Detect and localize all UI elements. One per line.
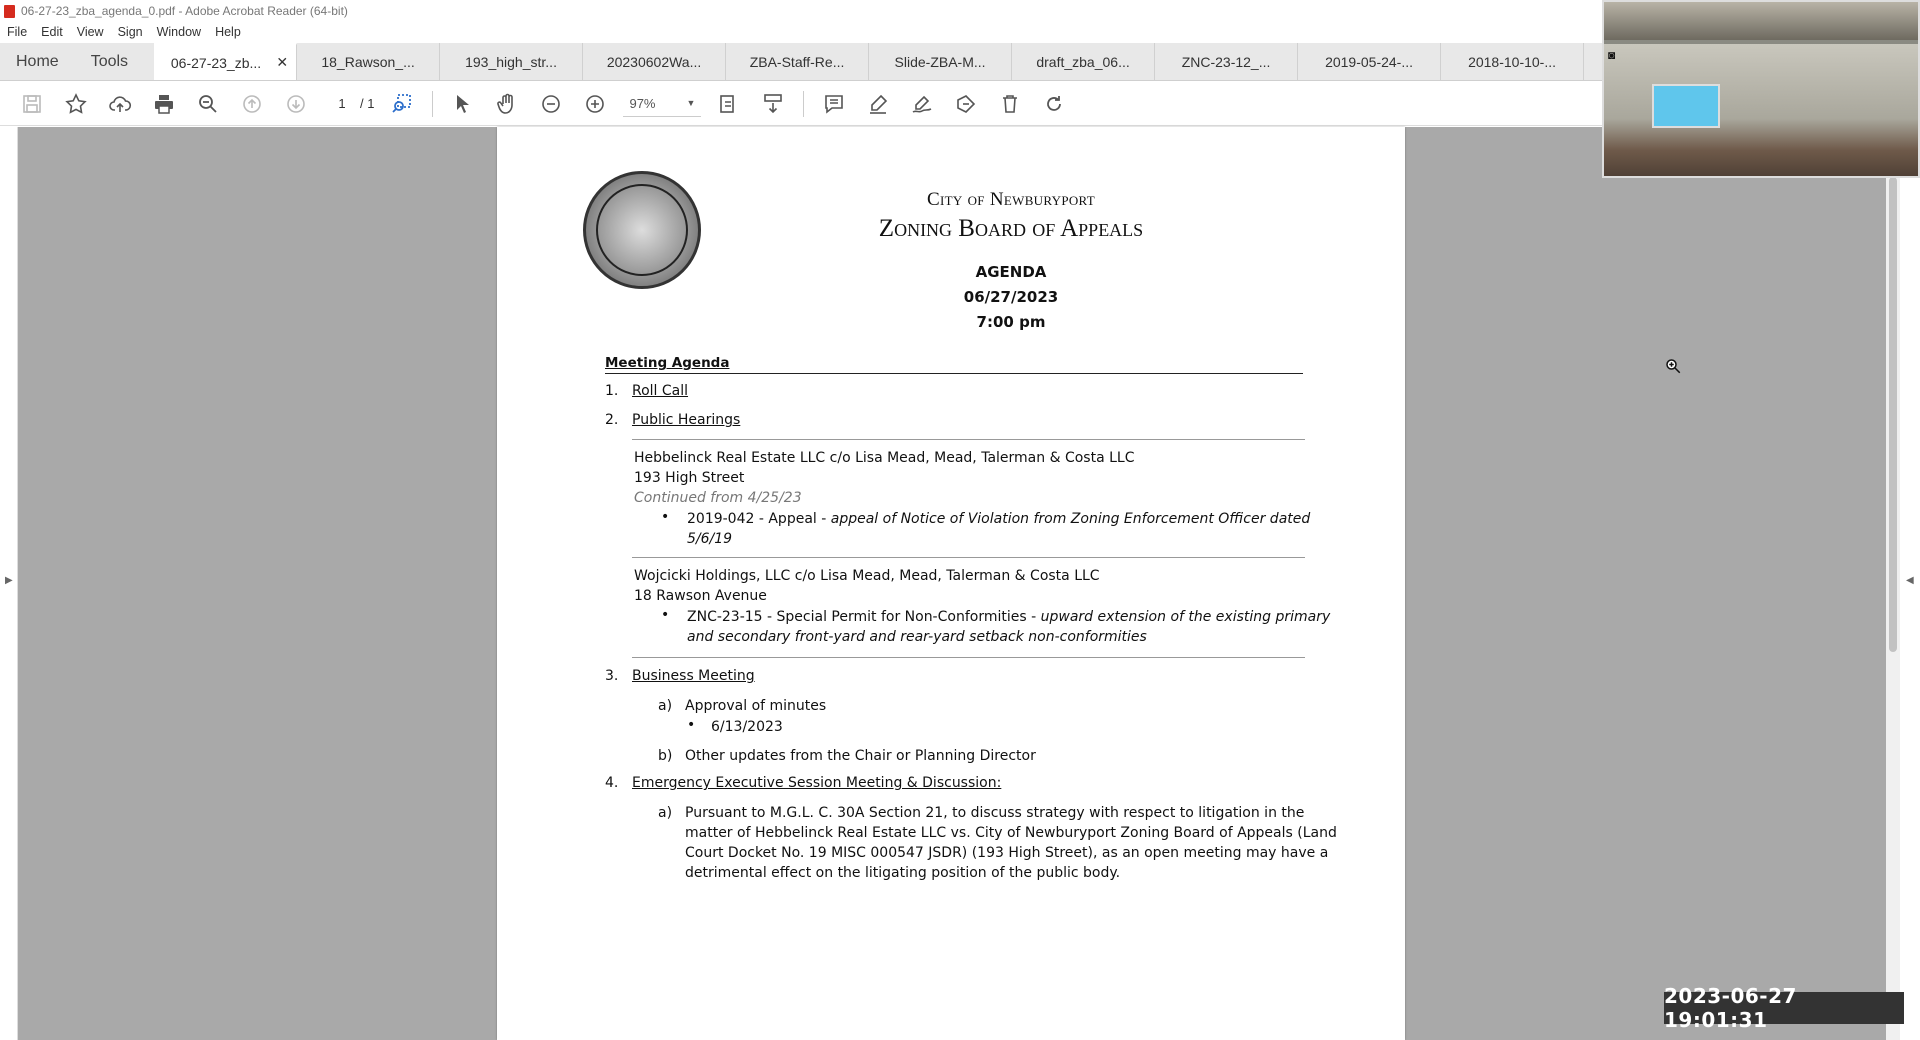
camera-icon: ◙: [1608, 48, 1616, 62]
zoom-out-icon[interactable]: [529, 86, 573, 122]
executive-line: detrimental effect on the litigating position of the public body.: [685, 865, 1121, 881]
vertical-scrollbar[interactable]: [1886, 127, 1900, 1040]
hearing1-bullet: [687, 509, 1310, 529]
toolbar-divider: [432, 91, 433, 117]
doc-tab[interactable]: [726, 43, 869, 80]
board-name: Zoning Board of Appeals: [878, 215, 1144, 242]
hearing2-bullet: [687, 607, 1330, 627]
agenda-item: [605, 383, 688, 399]
doc-tab[interactable]: [1298, 43, 1441, 80]
meeting-room-video: [1604, 44, 1920, 178]
projector-screen: [1652, 84, 1720, 128]
doc-tab-label: 06-27-23_zb...: [170, 54, 262, 71]
find-text-icon[interactable]: [380, 86, 424, 122]
hearing1-bullet-desc: appeal of Notice of Violation from Zoning Enforcement Officer dated: [830, 511, 1311, 527]
hearing1-bullet-prefix: 2019-042 - Appeal -: [687, 511, 831, 527]
left-panel-toggle[interactable]: [0, 127, 18, 1040]
doc-tab-active[interactable]: [154, 43, 297, 80]
item-label: Public Hearings: [632, 412, 741, 428]
executive-line: Court Docket No. 19 MISC 000547 JSDR) (193 High Street), as an open meeting may have a: [685, 845, 1329, 861]
menu-window[interactable]: Window: [156, 25, 202, 39]
item-number: 1.: [605, 383, 619, 399]
next-page-icon[interactable]: [274, 86, 318, 122]
doc-tab[interactable]: [583, 43, 726, 80]
doc-tab-label: 2018-10-10-...: [1468, 53, 1557, 70]
zoom-value: 97%: [629, 95, 656, 111]
hearing1-applicant: Hebbelinck Real Estate LLC c/o Lisa Mead, Mead, Talerman & Costa LLC: [634, 450, 1135, 466]
business-a-label: a): [658, 698, 673, 714]
acrobat-pdf-icon: [4, 5, 15, 18]
rotate-icon[interactable]: [1032, 86, 1076, 122]
page-indicator: [324, 92, 374, 116]
zoom-cursor-icon: [1664, 357, 1682, 380]
doc-tab[interactable]: [297, 43, 440, 80]
page-fit-icon[interactable]: [707, 86, 751, 122]
agenda-item: [605, 412, 740, 428]
scrollbar-thumb[interactable]: [1889, 177, 1897, 652]
meeting-video-feed: [1602, 0, 1920, 178]
doc-tab[interactable]: [1155, 43, 1298, 80]
chevron-down-icon: ▼: [686, 98, 696, 108]
video-timestamp: 2023-06-27 19:01:31: [1664, 992, 1904, 1024]
right-panel-toggle[interactable]: [1900, 127, 1920, 1040]
doc-tab-label: 20230602Wa...: [606, 53, 702, 70]
menu-sign[interactable]: Sign: [117, 25, 143, 39]
menu-view[interactable]: View: [76, 25, 104, 39]
doc-tab-label: 193_high_str...: [465, 53, 557, 70]
video-thumbnail-strip: [1604, 2, 1920, 40]
menu-edit[interactable]: Edit: [41, 25, 63, 39]
bullet-dot: •: [661, 607, 670, 623]
tab-tools[interactable]: Tools: [90, 52, 129, 70]
delete-icon[interactable]: [988, 86, 1032, 122]
expand-left-icon[interactable]: ◀: [1906, 575, 1914, 586]
zoom-in-icon[interactable]: [573, 86, 617, 122]
toolbar-divider: [803, 91, 804, 117]
comment-icon[interactable]: [812, 86, 856, 122]
agenda-item: [605, 775, 1001, 791]
save-icon[interactable]: [10, 86, 54, 122]
page-number-input[interactable]: 1: [338, 95, 346, 111]
hearing1-note: Continued from 4/25/23: [634, 490, 802, 506]
item-label: Business Meeting: [632, 668, 755, 684]
divider: [632, 557, 1305, 558]
doc-tab-label: draft_zba_06...: [1036, 53, 1130, 70]
hearing2-bullet-prefix: ZNC-23-15 - Special Permit for Non-Conformities -: [687, 609, 1041, 625]
business-b-text: Other updates from the Chair or Planning Director: [685, 748, 1036, 764]
doc-tab-label: ZNC-23-12_...: [1181, 53, 1271, 70]
executive-line: matter of Hebbelinck Real Estate LLC vs. City of Newburyport Zoning Board of Appeals (Land: [685, 825, 1337, 841]
bullet-dot: •: [687, 717, 696, 733]
item-label: Emergency Executive Session Meeting & Discussion:: [632, 775, 1002, 791]
doc-tab[interactable]: [1441, 43, 1584, 80]
menu-file[interactable]: File: [7, 25, 28, 39]
executive-line: Pursuant to M.G.L. C. 30A Section 21, to discuss strategy with respect to litigation in the: [685, 805, 1305, 821]
executive-a-label: a): [658, 805, 673, 821]
agenda-item: [605, 668, 755, 684]
meeting-agenda-heading: Meeting Agenda: [605, 355, 1303, 374]
sign-icon[interactable]: [944, 86, 988, 122]
hand-tool-icon[interactable]: [485, 86, 529, 122]
doc-tab[interactable]: [1012, 43, 1155, 80]
hearing1-bullet-desc-cont: 5/6/19: [687, 531, 733, 547]
draw-freehand-icon[interactable]: [900, 86, 944, 122]
divider: [632, 657, 1305, 658]
doc-tab-label: ZBA-Staff-Re...: [749, 53, 845, 70]
doc-tab-label: 18_Rawson_...: [321, 53, 415, 70]
hearing2-address: 18 Rawson Avenue: [634, 588, 767, 604]
meeting-date: 06/27/2023: [963, 288, 1059, 306]
city-name: City of Newburyport: [927, 189, 1095, 210]
expand-right-icon[interactable]: ▶: [5, 575, 13, 586]
doc-tab[interactable]: [440, 43, 583, 80]
doc-tab-label: Slide-ZBA-M...: [894, 53, 986, 70]
print-icon[interactable]: [142, 86, 186, 122]
doc-tab-label: 2019-05-24-...: [1325, 53, 1414, 70]
business-a-bullet: 6/13/2023: [711, 719, 783, 735]
item-number: 4.: [605, 775, 619, 791]
meeting-time: 7:00 pm: [976, 313, 1046, 331]
prev-page-icon[interactable]: [230, 86, 274, 122]
tab-home[interactable]: Home: [16, 52, 59, 70]
menu-bar: [0, 22, 1600, 42]
business-a-text: Approval of minutes: [685, 698, 827, 714]
hearing2-bullet-desc: upward extension of the existing primary: [1040, 609, 1331, 625]
business-b-label: b): [658, 748, 673, 764]
bullet-dot: •: [661, 509, 670, 525]
zoom-select[interactable]: [623, 91, 701, 117]
divider: [632, 439, 1305, 440]
highlight-pen-icon[interactable]: [856, 86, 900, 122]
menu-help[interactable]: Help: [215, 25, 241, 39]
zoom-search-icon[interactable]: [186, 86, 230, 122]
page-total: / 1: [360, 96, 375, 111]
scroll-mode-icon[interactable]: [751, 86, 795, 122]
hearing2-applicant: Wojcicki Holdings, LLC c/o Lisa Mead, Mead, Talerman & Costa LLC: [634, 568, 1100, 584]
item-number: 2.: [605, 412, 619, 428]
cloud-upload-icon[interactable]: [98, 86, 142, 122]
pdf-page: [497, 127, 1405, 1040]
agenda-heading: AGENDA: [975, 263, 1047, 281]
hearing1-address: 193 High Street: [634, 470, 745, 486]
select-cursor-icon[interactable]: [441, 86, 485, 122]
star-icon[interactable]: [54, 86, 98, 122]
doc-tab[interactable]: [869, 43, 1012, 80]
hearing2-bullet-desc-cont: and secondary front-yard and rear-yard setback non-conformities: [687, 629, 1147, 645]
item-number: 3.: [605, 668, 619, 684]
close-icon[interactable]: ✕: [276, 54, 289, 70]
window-title: 06-27-23_zba_agenda_0.pdf - Adobe Acrobat Reader (64-bit): [21, 4, 348, 18]
item-label: Roll Call: [632, 383, 689, 399]
